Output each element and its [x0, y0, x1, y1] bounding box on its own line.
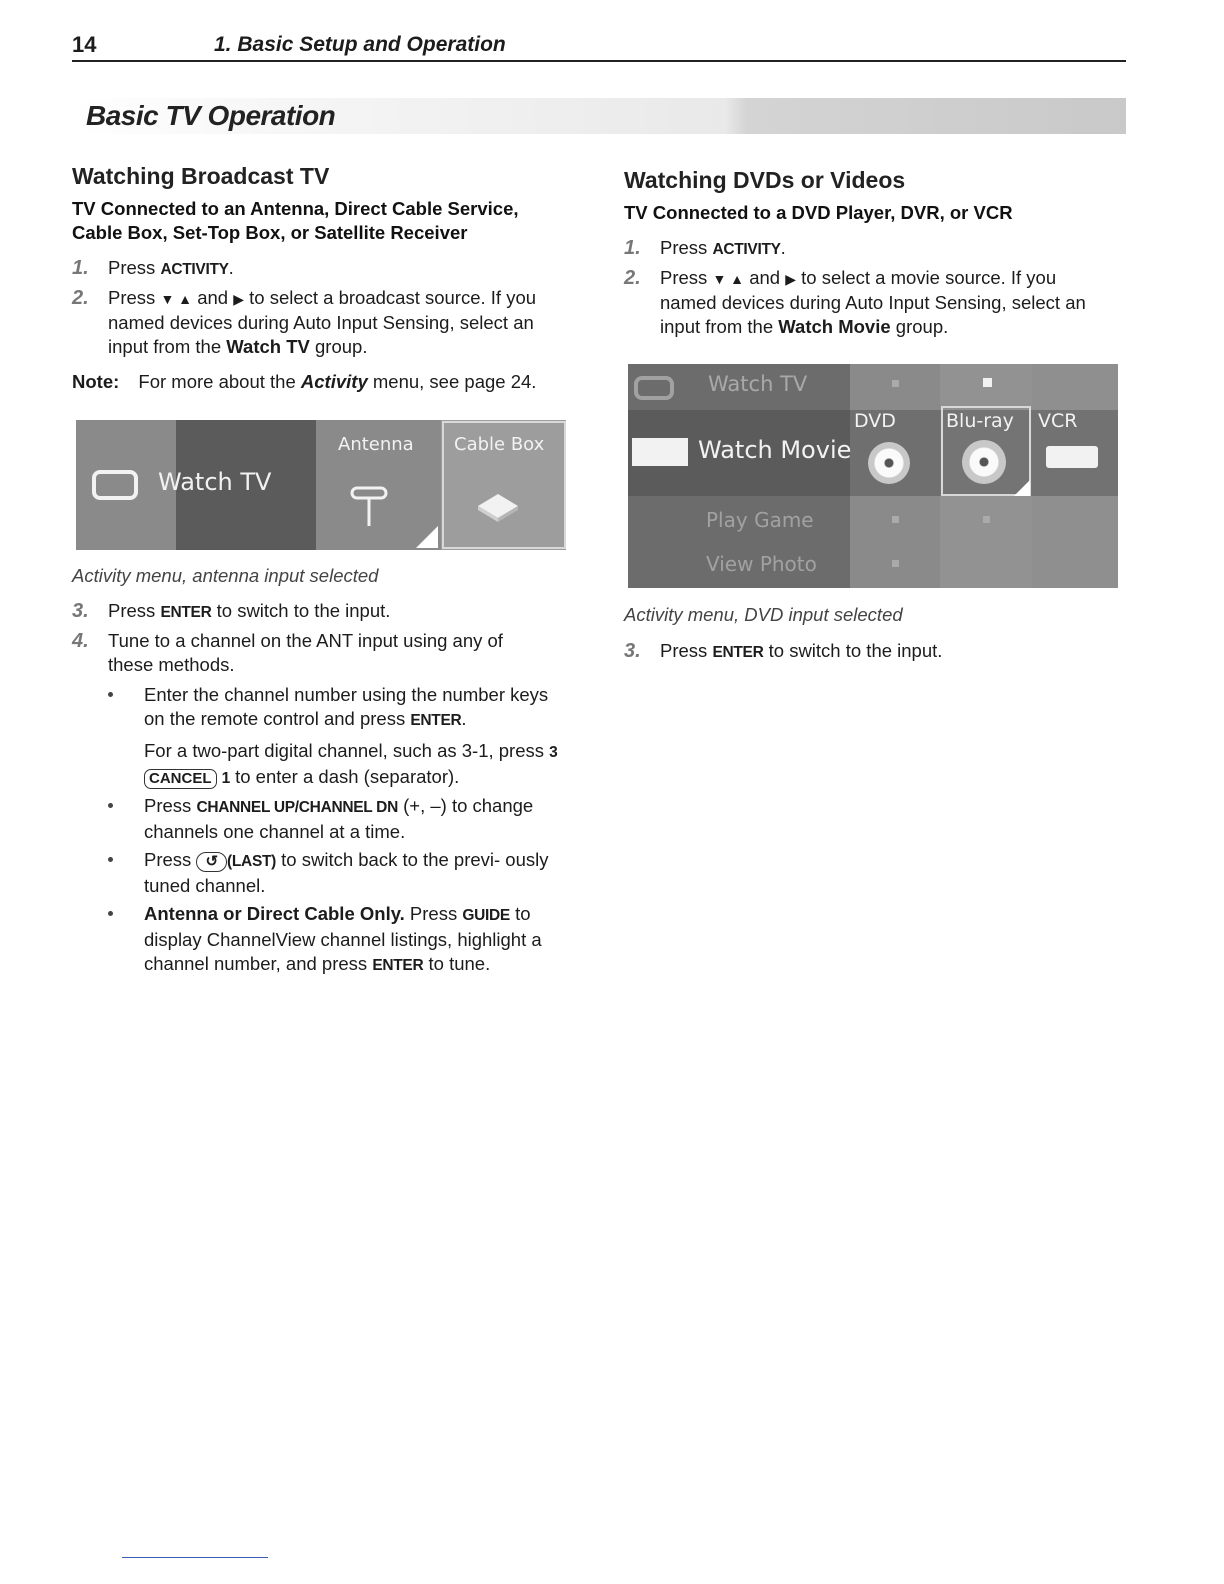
section-banner: [72, 98, 1126, 134]
broadcast-heading: Watching Broadcast TV: [72, 163, 330, 189]
enter-key: ENTER: [160, 604, 212, 621]
view-photo-label: View Photo: [706, 552, 817, 576]
dvd-subheading: TV Connected to a DVD Player, DVR, or VCR: [624, 202, 1013, 223]
indicator-square-icon: [892, 560, 899, 567]
dvd-heading: Watching DVDs or Videos: [624, 167, 906, 193]
caption-left: Activity menu, antenna input selected: [72, 565, 379, 586]
indicator-square-icon: [983, 378, 992, 387]
chapter-title: 1. Basic Setup and Operation: [214, 33, 506, 56]
step-number: 3.: [624, 640, 641, 662]
antenna-icon: [350, 482, 390, 528]
cable-box-icon: [474, 488, 522, 524]
section-title: Basic TV Operation: [86, 100, 336, 131]
cancel-key-icon: CANCEL: [144, 769, 217, 789]
tv-icon: [634, 376, 674, 400]
note-label: Note:: [72, 371, 120, 392]
step-number: 3.: [72, 600, 89, 622]
tv-icon: [92, 470, 138, 500]
activity-key: ACTIVITY: [712, 241, 781, 258]
step-number: 1.: [72, 257, 89, 279]
step-number: 2.: [72, 287, 89, 309]
note: Note: For more about the Activity menu, see page 24.: [72, 371, 537, 392]
last-key-icon: ↺: [196, 852, 227, 872]
step-4-text: Tune to a channel on the ANT input using any of these methods.: [108, 630, 503, 675]
indicator-square-icon: [892, 516, 899, 523]
indicator-square-icon: [983, 516, 990, 523]
activity-key: ACTIVITY: [160, 261, 229, 278]
step-number: 4.: [72, 630, 89, 652]
indicator-square-icon: [892, 380, 899, 387]
down-up-arrow-icon: ▼ ▲: [160, 291, 193, 307]
step-number: 1.: [624, 237, 641, 259]
broadcast-subheading: TV Connected to an Antenna, Direct Cable Service, Cable Box, Set-Top Box, or Satellite Receiver: [72, 198, 519, 243]
page-header: [72, 32, 1126, 62]
activity-menu-antenna-screenshot: [76, 420, 566, 550]
dvd-label: DVD: [854, 410, 896, 432]
page-number: 14: [72, 32, 97, 57]
step-number: 2.: [624, 267, 641, 289]
activity-menu-dvd-screenshot: [628, 364, 1118, 588]
play-game-label: Play Game: [706, 508, 814, 532]
watch-tv-label: Watch TV: [158, 468, 272, 496]
cable-box-label: Cable Box: [454, 434, 545, 455]
footer-rule: [122, 1557, 268, 1558]
antenna-label: Antenna: [338, 434, 414, 455]
selection-corner-icon: [1014, 480, 1030, 496]
vcr-label: VCR: [1038, 410, 1078, 432]
vcr-tape-icon: [1046, 446, 1098, 468]
caption-right: Activity menu, DVD input selected: [624, 604, 903, 625]
film-strip-icon: [632, 438, 688, 466]
down-up-arrow-icon: ▼ ▲: [712, 271, 745, 287]
selection-corner-icon: [416, 526, 438, 548]
bluray-label: Blu-ray: [946, 410, 1014, 432]
watch-movie-label: Watch Movie: [698, 436, 852, 464]
dvd-disc-icon: [868, 442, 910, 484]
enter-key: ENTER: [712, 644, 764, 661]
bluray-disc-icon: [962, 440, 1006, 484]
right-arrow-icon: ▶: [233, 291, 244, 307]
right-arrow-icon: ▶: [785, 271, 796, 287]
watch-tv-label: Watch TV: [708, 372, 808, 396]
